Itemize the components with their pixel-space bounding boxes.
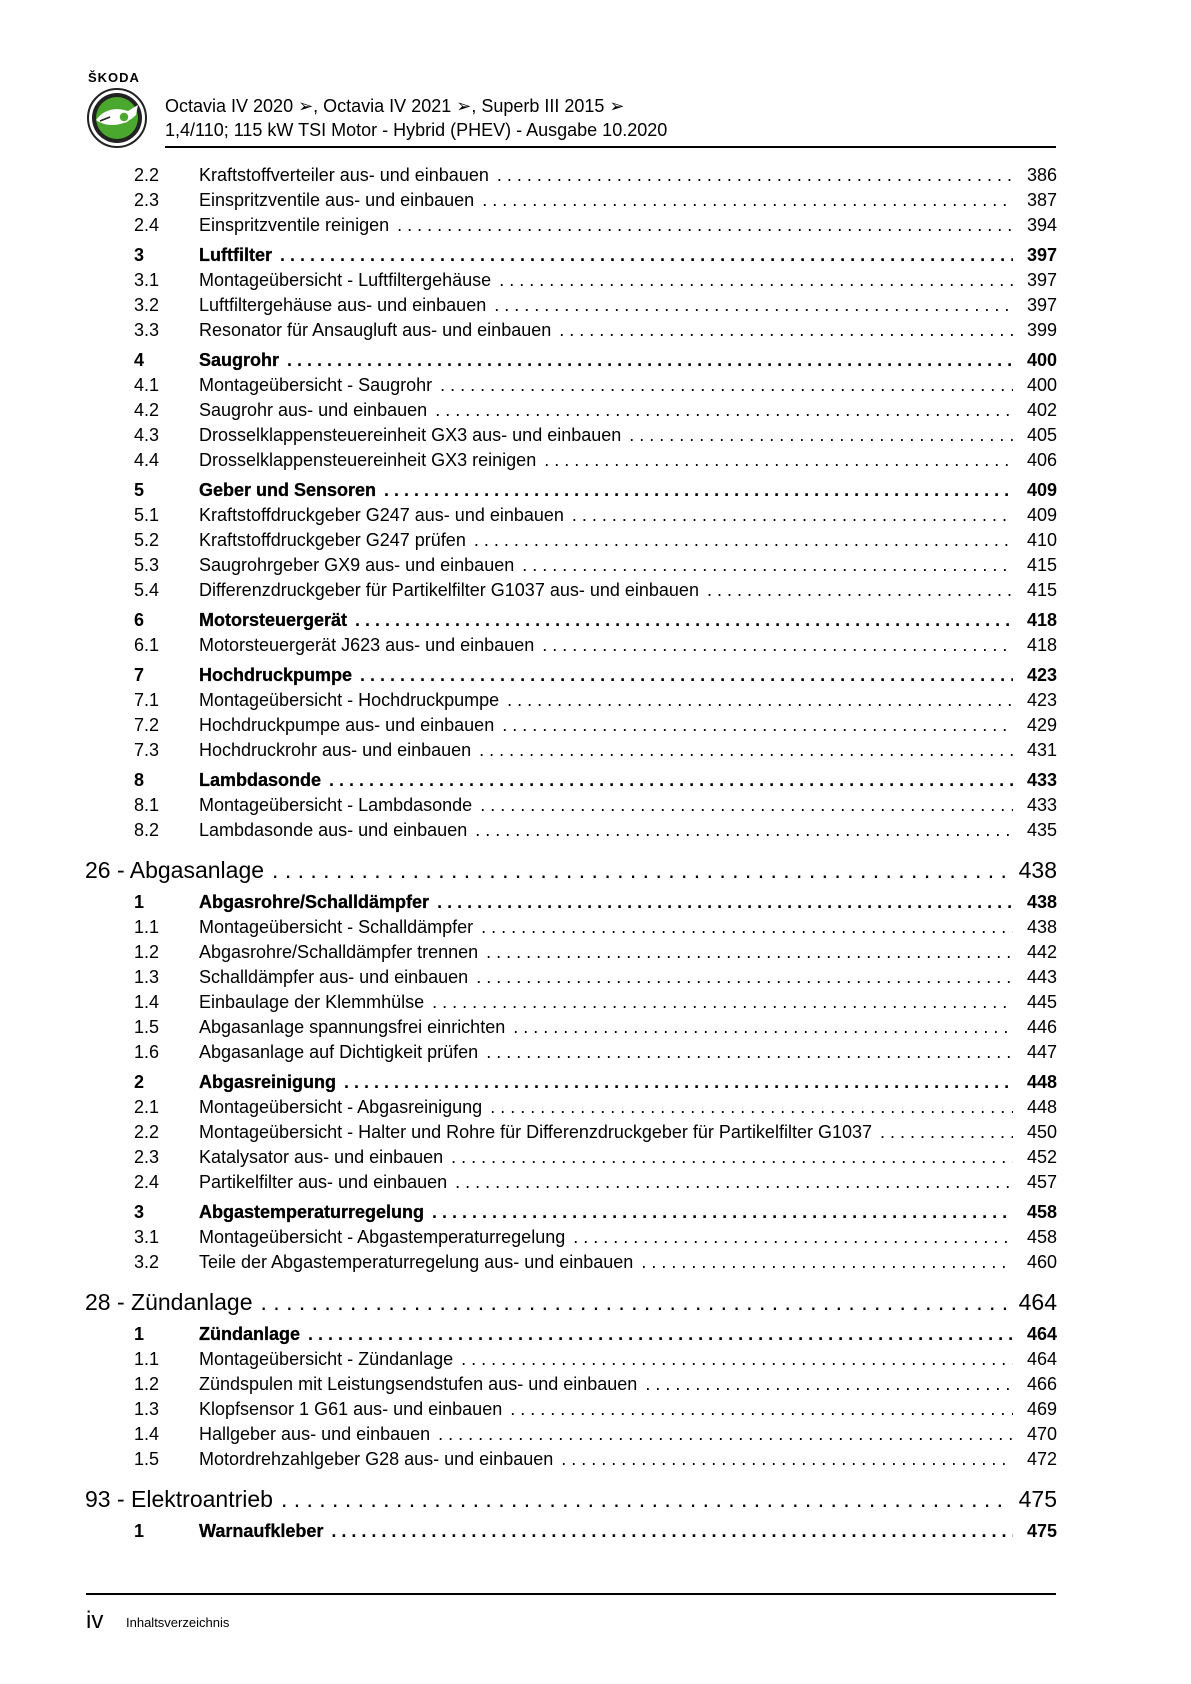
toc-entry[interactable] [85,940,1057,965]
toc-entry[interactable] [85,1015,1057,1040]
toc-page: 429 [1026,715,1057,735]
toc-title: Montageübersicht - Schalldämpfer [199,917,474,937]
toc-number: 4.3 [134,425,160,445]
toc-number: 5.4 [134,580,160,600]
toc-entry[interactable] [85,188,1057,213]
dot-leader [438,1422,1013,1447]
dot-leader [432,990,1013,1015]
toc-entry[interactable] [85,688,1057,713]
toc-page: 409 [1026,505,1057,525]
toc-section[interactable] [85,1200,1057,1225]
toc-number: 3 [134,245,145,265]
dot-leader [561,1447,1013,1472]
toc-title: Drosselklappensteuereinheit GX3 reinigen [199,450,537,470]
dot-leader [455,1170,1013,1195]
dot-leader [384,478,1013,503]
toc-title: Motordrehzahlgeber G28 aus- und einbauen [199,1449,554,1469]
header-engine: 1,4/110; 115 kW TSI Motor - Hybrid (PHEV) - Ausgabe 10.2020 [165,120,668,140]
toc-title: Saugrohrgeber GX9 aus- und einbauen [199,555,515,575]
toc-page: 423 [1026,690,1057,710]
toc-page: 400 [1026,350,1057,370]
toc-page: 410 [1026,530,1057,550]
dot-leader [486,1040,1013,1065]
toc-section[interactable] [85,1070,1057,1095]
toc-title: 28 - Zündanlage [85,1289,253,1315]
toc-title: Teile der Abgastemperaturregelung aus- und einbauen [199,1252,634,1272]
header-divider [165,146,1056,148]
toc-entry[interactable] [85,1347,1057,1372]
toc-section[interactable] [85,1519,1057,1544]
toc-entry[interactable] [85,553,1057,578]
toc-number: 8.2 [134,820,160,840]
toc-entry[interactable] [85,1372,1057,1397]
toc-number: 7.3 [134,740,160,760]
toc-title: Einspritzventile reinigen [199,215,390,235]
toc-number: 4 [134,350,145,370]
toc-number: 6.1 [134,635,160,655]
dot-leader [432,1200,1013,1225]
toc-number: 4.2 [134,400,160,420]
toc-page: 415 [1026,555,1057,575]
toc-page: 450 [1026,1122,1057,1142]
dot-leader [440,373,1013,398]
toc-number: 3 [134,1202,145,1222]
toc-number: 3.3 [134,320,160,340]
dot-leader [280,243,1013,268]
toc-title: Abgastemperaturregelung [199,1202,425,1222]
toc-page: 448 [1026,1097,1057,1117]
toc-section[interactable] [85,1322,1057,1347]
dot-leader [331,1519,1013,1544]
toc-title: Hochdruckrohr aus- und einbauen [199,740,472,760]
toc-entry[interactable] [85,398,1057,423]
toc-page: 423 [1026,665,1057,685]
toc-number: 1 [134,1324,145,1344]
toc-entry[interactable] [85,1145,1057,1170]
toc-page: 435 [1026,820,1057,840]
toc-entry[interactable] [85,528,1057,553]
toc-page: 475 [1026,1521,1057,1541]
dot-leader [261,1287,1011,1317]
toc-page: 464 [1026,1324,1057,1344]
toc-page: 475 [1018,1486,1057,1512]
toc-number: 4.1 [134,375,160,395]
footer-divider [86,1593,1056,1595]
toc-number: 1.4 [134,992,160,1012]
toc-page: 386 [1026,165,1057,185]
toc-page: 399 [1026,320,1057,340]
dot-leader [482,188,1013,213]
toc-entry[interactable] [85,503,1057,528]
toc-number: 1 [134,892,145,912]
toc-entry[interactable] [85,163,1057,188]
toc-title: Luftfiltergehäuse aus- und einbauen [199,295,487,315]
toc-page: 445 [1026,992,1057,1012]
footer-title: Inhaltsverzeichnis [126,1615,230,1630]
dot-leader [494,293,1013,318]
toc-page: 443 [1026,967,1057,987]
toc-title: Warnaufkleber [199,1521,324,1541]
toc-number: 1.1 [134,917,160,937]
toc-section[interactable] [85,608,1057,633]
toc-entry[interactable] [85,578,1057,603]
toc-number: 3.1 [134,1227,160,1247]
toc-title: 93 - Elektroantrieb [85,1486,273,1512]
toc-entry[interactable] [85,448,1057,473]
toc-entry[interactable] [85,1250,1057,1275]
toc-entry[interactable] [85,1040,1057,1065]
page-number: iv [86,1607,104,1634]
page-header [86,70,1056,148]
toc-number: 5.1 [134,505,160,525]
toc-number: 2.4 [134,1172,160,1192]
toc-entry[interactable] [85,990,1057,1015]
table-of-contents [85,163,1057,1544]
toc-title: Drosselklappensteuereinheit GX3 aus- und einbauen [199,425,622,445]
toc-number: 3.2 [134,295,160,315]
toc-entry[interactable] [85,965,1057,990]
toc-chapter[interactable] [85,1287,1057,1317]
toc-entry[interactable] [85,1422,1057,1447]
dot-leader [507,688,1013,713]
toc-page: 438 [1026,892,1057,912]
toc-number: 1.5 [134,1449,160,1469]
dot-leader [544,448,1013,473]
toc-entry[interactable] [85,423,1057,448]
toc-page: 464 [1026,1349,1057,1369]
toc-title: Hochdruckpumpe aus- und einbauen [199,715,495,735]
toc-entry[interactable] [85,818,1057,843]
toc-page: 442 [1026,942,1057,962]
toc-title: Montageübersicht - Saugrohr [199,375,433,395]
dot-leader [522,553,1013,578]
toc-number: 1.1 [134,1349,160,1369]
toc-entry[interactable] [85,293,1057,318]
toc-title: Lambdasonde [199,770,322,790]
toc-page: 452 [1026,1147,1057,1167]
dot-leader [308,1322,1013,1347]
dot-leader [476,965,1013,990]
toc-entry[interactable] [85,1447,1057,1472]
toc-number: 1.6 [134,1042,160,1062]
toc-section[interactable] [85,243,1057,268]
dot-leader [486,940,1013,965]
toc-page: 438 [1018,857,1057,883]
toc-number: 1.3 [134,1399,160,1419]
dot-leader [497,163,1013,188]
toc-number: 2.3 [134,190,160,210]
dot-leader [480,793,1013,818]
dot-leader [573,1225,1013,1250]
toc-entry[interactable] [85,1397,1057,1422]
dot-leader [281,1484,1011,1514]
toc-number: 1 [134,1521,145,1541]
toc-page: 400 [1026,375,1057,395]
toc-page: 470 [1026,1424,1057,1444]
toc-entry[interactable] [85,713,1057,738]
toc-number: 2.4 [134,215,160,235]
toc-page: 397 [1026,295,1057,315]
toc-chapter[interactable] [85,855,1057,885]
toc-title: Schalldämpfer aus- und einbauen [199,967,469,987]
dot-leader [513,1015,1013,1040]
toc-section[interactable] [85,348,1057,373]
toc-number: 2 [134,1072,145,1092]
toc-title: Motorsteuergerät [199,610,348,630]
toc-title: Luftfilter [199,245,272,265]
toc-title: Geber und Sensoren [199,480,377,500]
toc-number: 1.2 [134,942,160,962]
toc-title: Montageübersicht - Lambdasonde [199,795,473,815]
toc-title: Saugrohr aus- und einbauen [199,400,428,420]
toc-number: 3.2 [134,1252,160,1272]
dot-leader [344,1070,1013,1095]
toc-page: 406 [1026,450,1057,470]
dot-leader [329,768,1013,793]
toc-title: Zündspulen mit Leistungsendstufen aus- und einbauen [199,1374,638,1394]
toc-number: 7.1 [134,690,160,710]
dot-leader [629,423,1013,448]
toc-page: 431 [1026,740,1057,760]
toc-title: Montageübersicht - Hochdruckpumpe [199,690,500,710]
toc-title: Montageübersicht - Abgastemperaturregelung [199,1227,566,1247]
toc-page: 415 [1026,580,1057,600]
toc-title: Montageübersicht - Abgasreinigung [199,1097,483,1117]
toc-page: 447 [1026,1042,1057,1062]
toc-number: 8.1 [134,795,160,815]
dot-leader [272,855,1011,885]
toc-page: 387 [1026,190,1057,210]
toc-number: 7 [134,665,145,685]
toc-number: 2.3 [134,1147,160,1167]
toc-chapter[interactable] [85,1484,1057,1514]
toc-title: Zündanlage [199,1324,301,1344]
toc-number: 6 [134,610,145,630]
dot-leader [355,608,1013,633]
toc-page: 448 [1026,1072,1057,1092]
toc-title: Katalysator aus- und einbauen [199,1147,444,1167]
toc-entry[interactable] [85,1095,1057,1120]
toc-title: Motorsteuergerät J623 aus- und einbauen [199,635,535,655]
toc-page: 405 [1026,425,1057,445]
toc-number: 2.2 [134,165,160,185]
toc-title: Saugrohr [199,350,280,370]
dot-leader [287,348,1013,373]
dot-leader [475,818,1013,843]
dot-leader [481,915,1013,940]
toc-section[interactable] [85,478,1057,503]
toc-number: 5.3 [134,555,160,575]
toc-page: 460 [1026,1252,1057,1272]
toc-page: 438 [1026,917,1057,937]
toc-title: Resonator für Ansaugluft aus- und einbauen [199,320,552,340]
toc-title: Montageübersicht - Halter und Rohre für Differenzdruckgeber für Partikelfilter G1037 [199,1122,872,1142]
dot-leader [479,738,1013,763]
toc-number: 4.4 [134,450,160,470]
toc-number: 1.5 [134,1017,160,1037]
toc-number: 2.1 [134,1097,160,1117]
dot-leader [499,268,1013,293]
toc-title: Abgasanlage auf Dichtigkeit prüfen [199,1042,479,1062]
toc-entry[interactable] [85,373,1057,398]
toc-title: Kraftstoffverteiler aus- und einbauen [199,165,489,185]
toc-page: 446 [1026,1017,1057,1037]
toc-title: Abgasrohre/Schalldämpfer [199,892,430,912]
toc-number: 3.1 [134,270,160,290]
dot-leader [360,663,1013,688]
toc-entry[interactable] [85,268,1057,293]
toc-title: Einspritzventile aus- und einbauen [199,190,475,210]
toc-page: 472 [1026,1449,1057,1469]
toc-page: 464 [1018,1289,1057,1315]
dot-leader [880,1120,1013,1145]
dot-leader [490,1095,1013,1120]
toc-entry[interactable] [85,1225,1057,1250]
dot-leader [641,1250,1013,1275]
toc-title: Abgasrohre/Schalldämpfer trennen [199,942,479,962]
toc-title: 26 - Abgasanlage [85,857,265,883]
dot-leader [510,1397,1013,1422]
header-models: Octavia IV 2020 ➢, Octavia IV 2021 ➢, Superb III 2015 ➢ [165,96,625,116]
toc-title: Klopfsensor 1 G61 aus- und einbauen [199,1399,503,1419]
toc-title: Kraftstoffdruckgeber G247 aus- und einbauen [199,505,564,525]
toc-title: Differenzdruckgeber für Partikelfilter G1037 aus- und einbauen [199,580,699,600]
toc-entry[interactable] [85,1170,1057,1195]
toc-entry[interactable] [85,738,1057,763]
dot-leader [542,633,1013,658]
dot-leader [502,713,1013,738]
toc-entry[interactable] [85,318,1057,343]
toc-entry[interactable] [85,915,1057,940]
toc-page: 457 [1026,1172,1057,1192]
toc-page: 433 [1026,770,1057,790]
toc-section[interactable] [85,890,1057,915]
dot-leader [435,398,1013,423]
toc-entry[interactable] [85,793,1057,818]
dot-leader [707,578,1013,603]
toc-section[interactable] [85,768,1057,793]
toc-number: 5.2 [134,530,160,550]
toc-page: 458 [1026,1227,1057,1247]
toc-title: Hochdruckpumpe [199,665,353,685]
toc-page: 397 [1026,270,1057,290]
toc-entry[interactable] [85,1120,1057,1145]
toc-page: 402 [1026,400,1057,420]
toc-title: Kraftstoffdruckgeber G247 prüfen [199,530,466,550]
toc-title: Partikelfilter aus- und einbauen [199,1172,448,1192]
brand-wordmark: ŠKODA [88,70,140,85]
toc-title: Montageübersicht - Luftfiltergehäuse [199,270,492,290]
toc-title: Einbaulage der Klemmhülse [199,992,425,1012]
toc-number: 8 [134,770,145,790]
dot-leader [397,213,1013,238]
toc-number: 1.2 [134,1374,160,1394]
toc-page: 418 [1026,635,1057,655]
toc-entry[interactable] [85,633,1057,658]
toc-page: 466 [1026,1374,1057,1394]
toc-page: 458 [1026,1202,1057,1222]
toc-number: 7.2 [134,715,160,735]
toc-page: 469 [1026,1399,1057,1419]
toc-number: 1.4 [134,1424,160,1444]
dot-leader [559,318,1013,343]
toc-page: 397 [1026,245,1057,265]
toc-entry[interactable] [85,213,1057,238]
skoda-logo-icon [86,87,148,149]
dot-leader [645,1372,1013,1397]
toc-number: 5 [134,480,145,500]
toc-number: 1.3 [134,967,160,987]
toc-title: Montageübersicht - Zündanlage [199,1349,454,1369]
toc-number: 2.2 [134,1122,160,1142]
toc-page: 418 [1026,610,1057,630]
toc-page: 409 [1026,480,1057,500]
toc-page: 394 [1026,215,1057,235]
dot-leader [572,503,1013,528]
toc-title: Hallgeber aus- und einbauen [199,1424,431,1444]
toc-page: 433 [1026,795,1057,815]
toc-section[interactable] [85,663,1057,688]
toc-title: Abgasanlage spannungsfrei einrichten [199,1017,506,1037]
dot-leader [474,528,1013,553]
dot-leader [437,890,1013,915]
toc-title: Lambdasonde aus- und einbauen [199,820,468,840]
dot-leader [451,1145,1013,1170]
toc-title: Abgasreinigung [199,1072,337,1092]
dot-leader [461,1347,1013,1372]
